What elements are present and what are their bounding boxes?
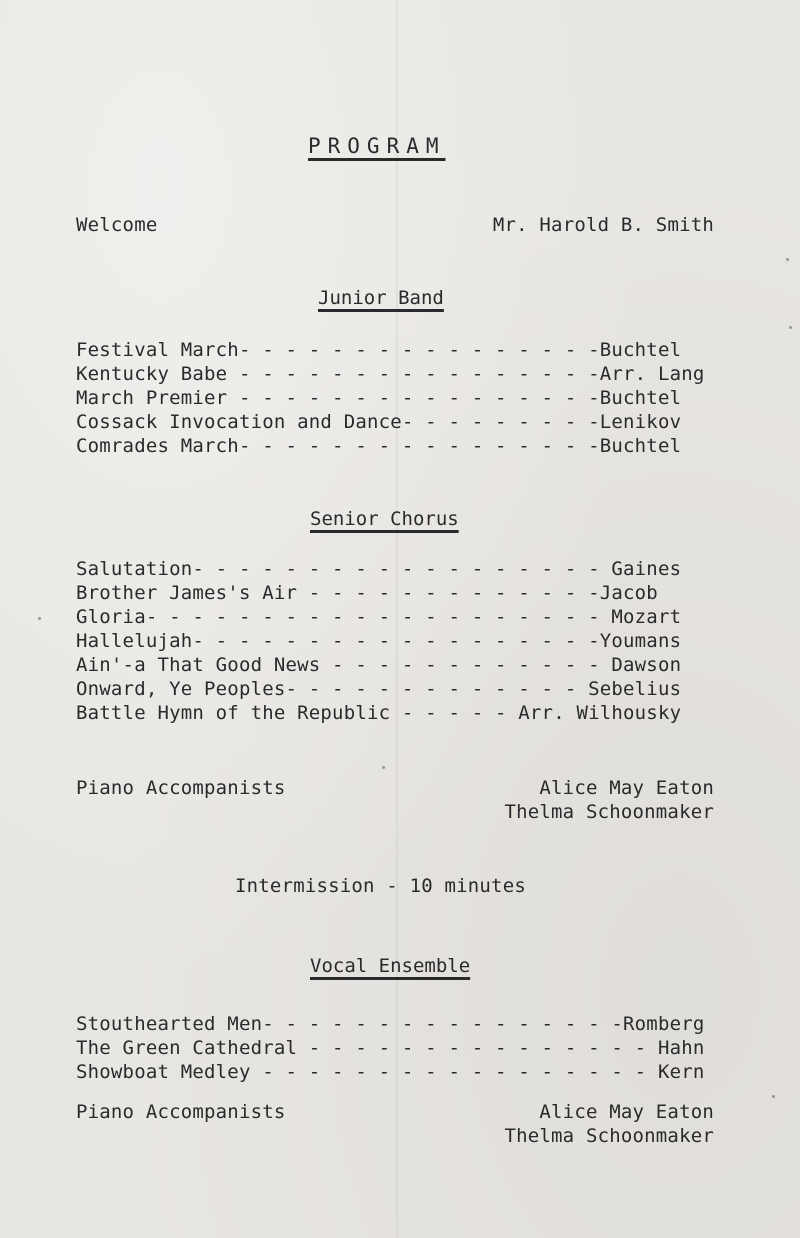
section-heading-senior-chorus: Senior Chorus [310, 508, 459, 530]
program-item: Comrades March- - - - - - - - - - - - - - - -Buchtel [76, 435, 682, 457]
accompanist-name: Alice May Eaton [539, 1101, 714, 1123]
accompanist-name: Thelma Schoonmaker [504, 801, 714, 823]
program-item: Festival March- - - - - - - - - - - - - - - -Buchtel [76, 339, 682, 361]
section-heading-junior-band: Junior Band [318, 287, 444, 309]
paper-speck [38, 617, 41, 620]
program-item: Stouthearted Men- - - - - - - - - - - - - - - -Romberg [76, 1013, 705, 1035]
program-item: Gloria- - - - - - - - - - - - - - - - - - - - Mozart [76, 606, 682, 628]
program-item: Salutation- - - - - - - - - - - - - - - - - - Gaines [76, 558, 682, 580]
intermission-note: Intermission - 10 minutes [235, 875, 526, 897]
welcome-label: Welcome [76, 214, 158, 236]
accompanists-label: Piano Accompanists [76, 1101, 286, 1123]
section-heading-vocal-ensemble: Vocal Ensemble [310, 955, 471, 977]
paper-speck [786, 258, 789, 261]
paper-speck [789, 326, 792, 329]
paper-speck [772, 1095, 775, 1098]
program-item: Cossack Invocation and Dance- - - - - - - - -Lenikov [76, 411, 682, 433]
program-item: The Green Cathedral - - - - - - - - - - - - - - - Hahn [76, 1037, 705, 1059]
accompanist-name: Alice May Eaton [539, 777, 714, 799]
program-item: Brother James's Air - - - - - - - - - - - - -Jacob [76, 582, 658, 604]
program-item: Ain'-a That Good News - - - - - - - - - - - - Dawson [76, 654, 682, 676]
program-item: Battle Hymn of the Republic - - - - - Arr. Wilhousky [76, 702, 682, 724]
program-item: Onward, Ye Peoples- - - - - - - - - - - - - Sebelius [76, 678, 682, 700]
welcome-speaker: Mr. Harold B. Smith [492, 214, 714, 236]
program-item: Showboat Medley - - - - - - - - - - - - - - - - - Kern [76, 1061, 705, 1083]
paper-speck [382, 766, 385, 769]
program-item: March Premier - - - - - - - - - - - - - - - -Buchtel [76, 387, 682, 409]
page-title: PROGRAM [308, 134, 446, 158]
program-item: Kentucky Babe - - - - - - - - - - - - - - - -Arr. Lang [76, 363, 705, 385]
program-item: Hallelujah- - - - - - - - - - - - - - - - - -Youmans [76, 630, 682, 652]
accompanist-name: Thelma Schoonmaker [504, 1125, 714, 1147]
accompanists-label: Piano Accompanists [76, 777, 286, 799]
